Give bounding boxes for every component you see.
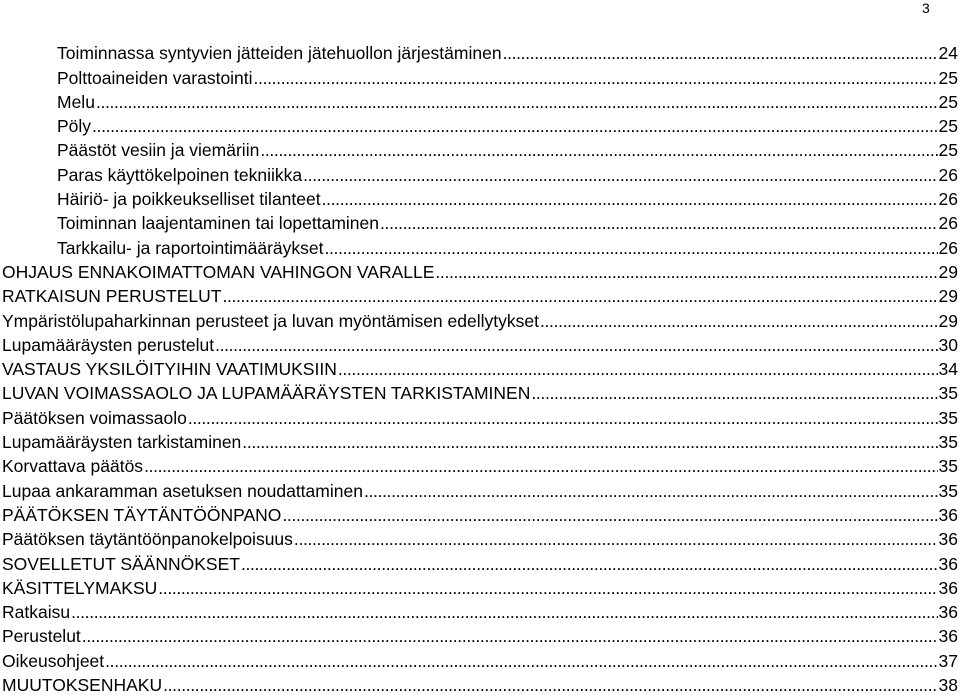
toc-entry-title: Ratkaisu: [2, 602, 71, 623]
toc-entry[interactable]: [0, 88, 960, 112]
toc-entry-page: 36: [938, 529, 958, 550]
toc-entry-page: 26: [938, 189, 958, 210]
toc-entry-page: 25: [938, 67, 958, 88]
toc-entry[interactable]: [0, 476, 960, 500]
toc-entry[interactable]: [0, 525, 960, 549]
toc-entry[interactable]: [0, 574, 960, 598]
toc-dot-leader: [254, 68, 938, 88]
toc-entry-title: Melu: [57, 91, 95, 112]
table-of-contents: [0, 39, 960, 695]
toc-entry-page: 35: [938, 383, 958, 404]
toc-entry-page: 24: [938, 43, 958, 64]
toc-entry-page: 26: [938, 237, 958, 258]
toc-dot-leader: [163, 675, 937, 695]
toc-dot-leader: [294, 529, 938, 549]
toc-entry-page: 34: [938, 359, 958, 380]
toc-entry[interactable]: [0, 233, 960, 257]
toc-entry-title: OHJAUS ENNAKOIMATTOMAN VAHINGON VARALLE: [2, 261, 435, 282]
toc-entry-title: Lupamääräysten tarkistaminen: [2, 432, 242, 453]
toc-dot-leader: [380, 213, 938, 233]
toc-entry-title: Paras käyttökelpoinen tekniikka: [57, 164, 303, 185]
toc-dot-leader: [303, 165, 937, 185]
toc-dot-leader: [215, 335, 937, 355]
toc-dot-leader: [540, 311, 938, 331]
toc-entry-title: Ympäristölupaharkinnan perusteet ja luvan myöntämisen edellytykset: [2, 310, 539, 331]
toc-entry-page: 35: [938, 432, 958, 453]
toc-entry-title: Lupaa ankaramman asetuksen noudattaminen: [2, 480, 363, 501]
toc-entry-title: RATKAISUN PERUSTELUT: [2, 286, 222, 307]
toc-dot-leader: [435, 262, 937, 282]
toc-entry[interactable]: [0, 258, 960, 282]
toc-entry-page: 37: [938, 650, 958, 671]
toc-entry-title: VASTAUS YKSILÖITYIHIN VAATIMUKSIIN: [2, 359, 337, 380]
toc-entry[interactable]: [0, 598, 960, 622]
toc-entry[interactable]: [0, 63, 960, 87]
toc-dot-leader: [325, 238, 938, 258]
toc-entry-title: KÄSITTELYMAKSU: [2, 577, 158, 598]
toc-entry-title: Päätöksen voimassaolo: [2, 407, 187, 428]
toc-entry-title: Häiriö- ja poikkeukselliset tilanteet: [57, 189, 321, 210]
toc-entry[interactable]: [0, 185, 960, 209]
toc-dot-leader: [260, 140, 937, 160]
toc-dot-leader: [338, 359, 938, 379]
toc-entry-page: 36: [938, 577, 958, 598]
toc-entry-title: Oikeusohjeet: [2, 650, 105, 671]
toc-entry[interactable]: [0, 112, 960, 136]
toc-entry-page: 26: [938, 213, 958, 234]
toc-dot-leader: [158, 578, 937, 598]
toc-entry-page: 38: [938, 675, 958, 695]
toc-entry-page: 29: [938, 261, 958, 282]
toc-entry-page: 25: [938, 140, 958, 161]
toc-entry-title: Päästöt vesiin ja viemäriin: [57, 140, 260, 161]
toc-entry-title: Toiminnassa syntyvien jätteiden jätehuollon järjestäminen: [57, 43, 502, 64]
toc-entry-page: 35: [938, 456, 958, 477]
toc-dot-leader: [222, 286, 937, 306]
toc-entry[interactable]: [0, 646, 960, 670]
toc-entry-title: Tarkkailu- ja raportointimääräykset: [57, 237, 324, 258]
toc-entry-page: 29: [938, 310, 958, 331]
toc-entry-page: 35: [938, 407, 958, 428]
toc-entry-title: Polttoaineiden varastointi: [57, 67, 253, 88]
toc-entry-title: Perustelut: [2, 626, 81, 647]
toc-entry-title: MUUTOKSENHAKU: [2, 675, 163, 695]
toc-entry[interactable]: [0, 306, 960, 330]
toc-entry[interactable]: [0, 428, 960, 452]
toc-entry-page: 36: [938, 626, 958, 647]
toc-entry-title: Toiminnan laajentaminen tai lopettaminen: [57, 213, 380, 234]
toc-entry[interactable]: [0, 549, 960, 573]
toc-entry[interactable]: [0, 355, 960, 379]
toc-entry-page: 29: [938, 286, 958, 307]
toc-entry-title: PÄÄTÖKSEN TÄYTÄNTÖÖNPANO: [2, 504, 282, 525]
toc-entry[interactable]: [0, 331, 960, 355]
toc-entry-page: 25: [938, 91, 958, 112]
toc-entry-title: Päätöksen täytäntöönpanokelpoisuus: [2, 529, 293, 550]
page-number: 3: [922, 0, 930, 16]
toc-dot-leader: [105, 651, 937, 671]
toc-entry-title: LUVAN VOIMASSAOLO JA LUPAMÄÄRÄYSTEN TARKISTAMINEN: [2, 383, 531, 404]
toc-entry[interactable]: [0, 501, 960, 525]
toc-entry[interactable]: [0, 452, 960, 476]
toc-entry-page: 30: [938, 334, 958, 355]
toc-entry-title: Korvattava päätös: [2, 456, 144, 477]
toc-dot-leader: [96, 92, 938, 112]
toc-entry-page: 36: [938, 602, 958, 623]
toc-entry[interactable]: [0, 379, 960, 403]
toc-dot-leader: [71, 602, 937, 622]
toc-dot-leader: [241, 554, 938, 574]
toc-entry-page: 26: [938, 164, 958, 185]
toc-entry[interactable]: [0, 671, 960, 695]
toc-entry-title: Pöly: [57, 116, 92, 137]
toc-dot-leader: [531, 383, 937, 403]
toc-dot-leader: [144, 456, 937, 476]
toc-entry[interactable]: [0, 622, 960, 646]
toc-entry[interactable]: [0, 136, 960, 160]
toc-dot-leader: [242, 432, 937, 452]
toc-entry-page: 25: [938, 116, 958, 137]
toc-entry-page: 35: [938, 480, 958, 501]
toc-dot-leader: [282, 505, 937, 525]
toc-entry-title: SOVELLETUT SÄÄNNÖKSET: [2, 553, 240, 574]
toc-entry[interactable]: [0, 160, 960, 184]
toc-entry[interactable]: [0, 403, 960, 427]
toc-entry-title: Lupamääräysten perustelut: [2, 334, 215, 355]
toc-dot-leader: [82, 626, 938, 646]
toc-entry[interactable]: [0, 39, 960, 63]
toc-dot-leader: [503, 43, 938, 63]
toc-dot-leader: [322, 189, 938, 209]
toc-dot-leader: [188, 408, 938, 428]
toc-dot-leader: [364, 481, 938, 501]
toc-entry-page: 36: [938, 553, 958, 574]
toc-entry[interactable]: [0, 282, 960, 306]
toc-entry-page: 36: [938, 504, 958, 525]
toc-dot-leader: [92, 116, 937, 136]
toc-entry[interactable]: [0, 209, 960, 233]
